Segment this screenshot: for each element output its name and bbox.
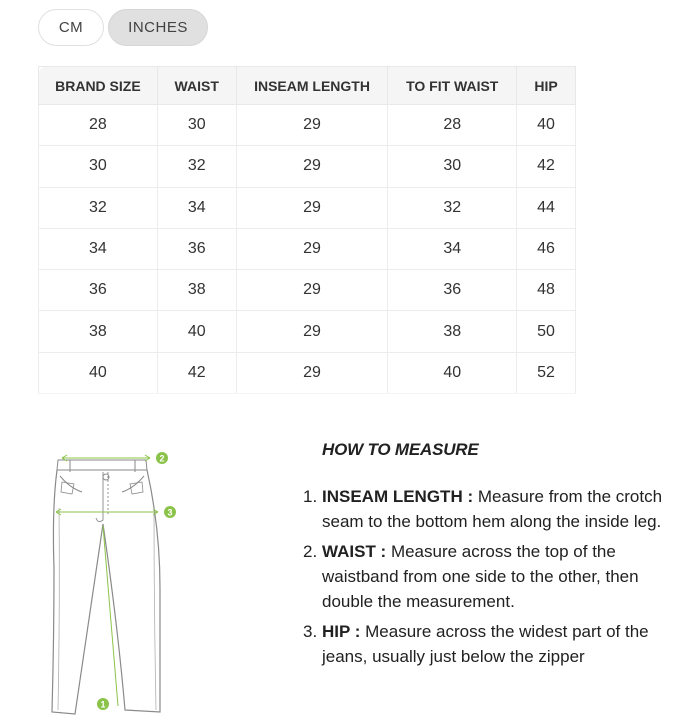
header-hip: HIP: [517, 67, 576, 105]
cell-inseam-length: 29: [236, 352, 388, 393]
size-chart-table: [38, 66, 576, 394]
cell-hip: 44: [517, 187, 576, 228]
how-to-measure-section: [300, 440, 686, 674]
cell-waist: 34: [157, 187, 236, 228]
svg-text:1: 1: [100, 699, 106, 710]
cell-hip: 48: [517, 270, 576, 311]
cell-inseam-length: 29: [236, 146, 388, 187]
cm-button[interactable]: CM: [38, 9, 104, 46]
list-item: [300, 539, 686, 614]
cell-brand-size: 38: [39, 311, 158, 352]
header-to-fit-waist: TO FIT WAIST: [388, 67, 517, 105]
cell-inseam-length: 29: [236, 228, 388, 269]
cell-brand-size: 30: [39, 146, 158, 187]
cell-hip: 46: [517, 228, 576, 269]
cell-inseam-length: 29: [236, 187, 388, 228]
cell-to-fit-waist: 32: [388, 187, 517, 228]
cell-hip: 42: [517, 146, 576, 187]
cell-brand-size: 34: [39, 228, 158, 269]
table-row: [39, 187, 576, 228]
measure-instructions: [300, 484, 686, 669]
cell-waist: 36: [157, 228, 236, 269]
table-row: [39, 311, 576, 352]
cell-brand-size: 36: [39, 270, 158, 311]
table-row: [39, 352, 576, 393]
table-row: [39, 105, 576, 146]
item-number: 3.: [303, 622, 318, 641]
svg-text:3: 3: [167, 507, 173, 518]
cell-inseam-length: 29: [236, 270, 388, 311]
cell-waist: 38: [157, 270, 236, 311]
list-item: [300, 484, 686, 534]
cell-brand-size: 28: [39, 105, 158, 146]
item-term: HIP :: [322, 622, 361, 641]
jeans-measurement-icon: [46, 448, 186, 720]
cell-inseam-length: 29: [236, 311, 388, 352]
table-row: [39, 146, 576, 187]
cell-hip: 52: [517, 352, 576, 393]
cell-waist: 40: [157, 311, 236, 352]
inches-button[interactable]: INCHES: [108, 9, 208, 46]
cell-to-fit-waist: 38: [388, 311, 517, 352]
cell-to-fit-waist: 28: [388, 105, 517, 146]
cell-to-fit-waist: 36: [388, 270, 517, 311]
how-to-measure-title: HOW TO MEASURE: [322, 440, 479, 459]
item-text: Measure across the top of the waistband from one side to the other, then double the measurement.: [322, 542, 639, 611]
table-row: [39, 270, 576, 311]
svg-text:2: 2: [159, 453, 165, 464]
cell-to-fit-waist: 30: [388, 146, 517, 187]
table-row: [39, 228, 576, 269]
item-text: Measure from the crotch seam to the bottom hem along the inside leg.: [322, 487, 663, 531]
cell-waist: 42: [157, 352, 236, 393]
cell-brand-size: 40: [39, 352, 158, 393]
cell-hip: 50: [517, 311, 576, 352]
unit-toggle: [38, 9, 208, 46]
cell-waist: 32: [157, 146, 236, 187]
cell-to-fit-waist: 34: [388, 228, 517, 269]
cell-to-fit-waist: 40: [388, 352, 517, 393]
header-waist: WAIST: [157, 67, 236, 105]
list-item: [300, 619, 686, 669]
item-number: 2.: [303, 542, 318, 561]
header-inseam-length: INSEAM LENGTH: [236, 67, 388, 105]
item-text: Measure across the widest part of the jeans, usually just below the zipper: [322, 622, 649, 666]
cell-hip: 40: [517, 105, 576, 146]
header-brand-size: BRAND SIZE: [39, 67, 158, 105]
cell-waist: 30: [157, 105, 236, 146]
item-number: 1.: [303, 487, 318, 506]
table-header-row: [39, 67, 576, 105]
cell-inseam-length: 29: [236, 105, 388, 146]
item-term: INSEAM LENGTH :: [322, 487, 474, 506]
cell-brand-size: 32: [39, 187, 158, 228]
item-term: WAIST :: [322, 542, 387, 561]
